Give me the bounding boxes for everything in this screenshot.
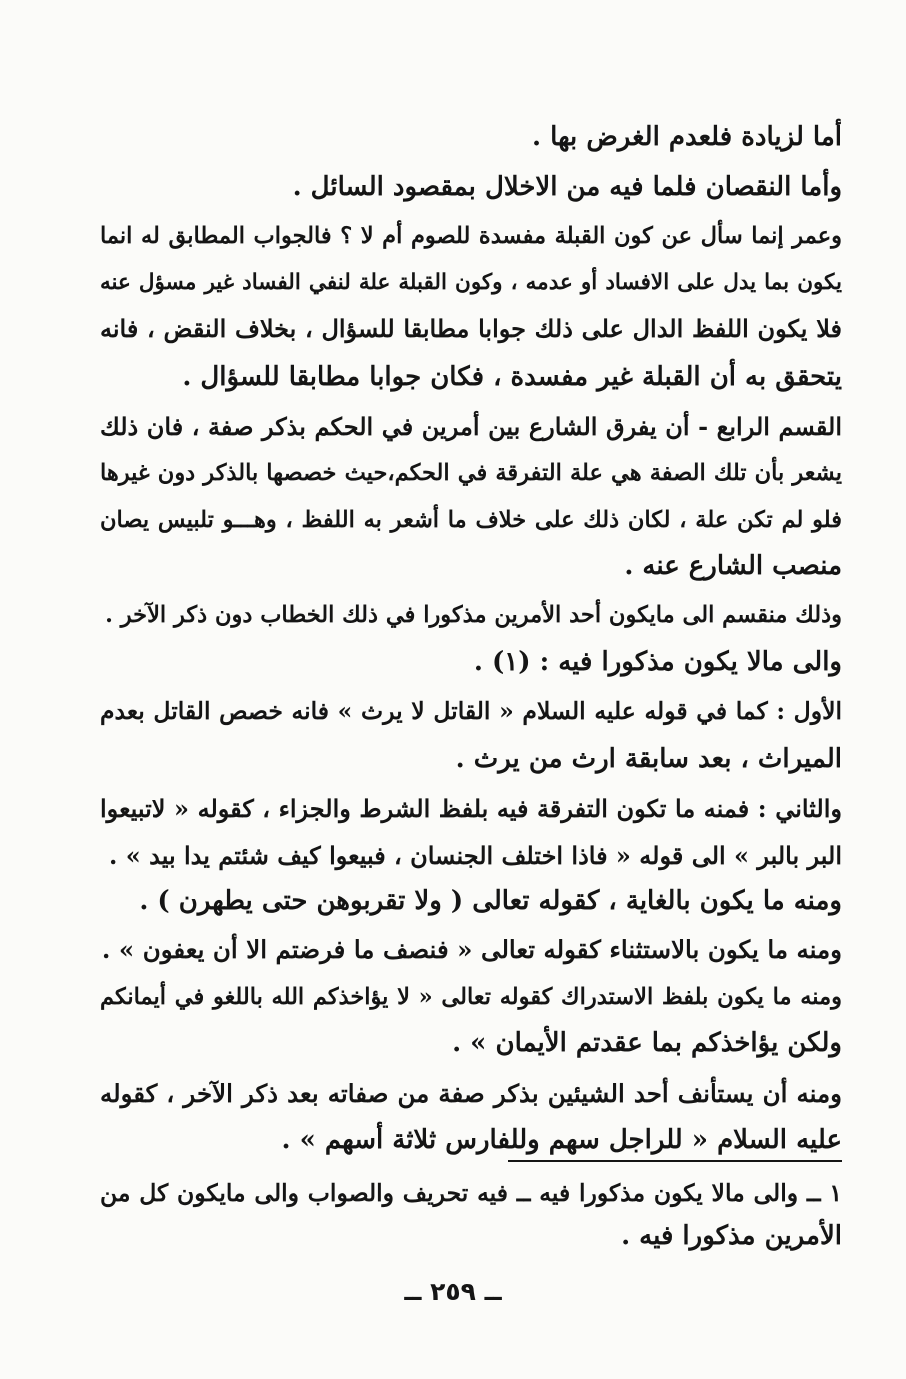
text-line: وعمر إنما سأل عن كون القبلة مفسدة للصوم أم لا ؟ فالجواب المطابق له انما [100, 223, 842, 249]
text-line: ومنه ما يكون بلفظ الاستدراك كقوله تعالى « لا يؤاخذكم الله باللغو في أيمانكم [100, 984, 842, 1010]
text-line: والى مالا يكون مذكورا فيه : (١) . [473, 647, 842, 677]
text-line: يكون بما يدل على الافساد أو عدمه ، وكون القبلة علة لنفي الفساد غير مسؤل عنه [100, 270, 842, 295]
text-line: فلو لم تكن علة ، لكان ذلك على خلاف ما أشعر به اللفظ ، وهـــو تلبيس يصان [100, 507, 842, 533]
text-line: أما لزيادة فلعدم الغرض بها . [532, 122, 842, 152]
text-line: ومنه ما يكون بالغاية ، كقوله تعالى ( ولا تقربوهن حتى يطهرن ) . [139, 886, 842, 916]
text-line: الميراث ، بعد سابقة ارث من يرث . [455, 744, 842, 774]
page-number: ــ ٢٥٩ ــ [404, 1277, 502, 1306]
text-line: ولكن يؤاخذكم بما عقدتم الأيمان » . [452, 1028, 842, 1058]
text-line: القسم الرابع - أن يفرق الشارع بين أمرين في الحكم بذكر صفة ، فان ذلك [100, 412, 842, 441]
text-line: عليه السلام « للراجل سهم وللفارس ثلاثة أسهم » . [281, 1125, 842, 1155]
text-line: يتحقق به أن القبلة غير مفسدة ، فكان جوابا مطابقا للسؤال . [182, 362, 842, 392]
text-line: منصب الشارع عنه . [624, 551, 842, 581]
text-line: يشعر بأن تلك الصفة هي علة التفرقة في الحكم،حيث خصصها بالذكر دون غيرها [100, 460, 842, 486]
footnote-line: الأمرين مذكورا فيه . [621, 1221, 842, 1251]
text-line: والثاني : فمنه ما تكون التفرقة فيه بلفظ الشرط والجزاء ، كقوله « لاتبيعوا [100, 794, 842, 823]
text-line: ومنه ما يكون بالاستثناء كقوله تعالى « فنصف ما فرضتم الا أن يعفون » . [101, 935, 842, 964]
text-line: البر بالبر » الى قوله « فاذا اختلف الجنسان ، فبيعوا كيف شئتم يدا بيد » . [109, 841, 842, 870]
footnote-line: ١ ــ والى مالا يكون مذكورا فيه ــ فيه تحريف والصواب والى مايكون كل من [100, 1179, 842, 1207]
footnote-separator [508, 1160, 842, 1162]
text-line: فلا يكون اللفظ الدال على ذلك جوابا مطابقا للسؤال ، بخلاف النقض ، فانه [100, 314, 842, 343]
text-line: الأول : كما في قوله عليه السلام « القاتل لا يرث » فانه خصص القاتل بعدم [100, 697, 842, 725]
text-line: ومنه أن يستأنف أحد الشيئين بذكر صفة من صفاته بعد ذكر الآخر ، كقوله [100, 1079, 842, 1108]
text-line: وأما النقصان فلما فيه من الاخلال بمقصود السائل . [292, 172, 842, 202]
text-line: وذلك منقسم الى مايكون أحد الأمرين مذكورا في ذلك الخطاب دون ذكر الآخر . [105, 602, 842, 628]
